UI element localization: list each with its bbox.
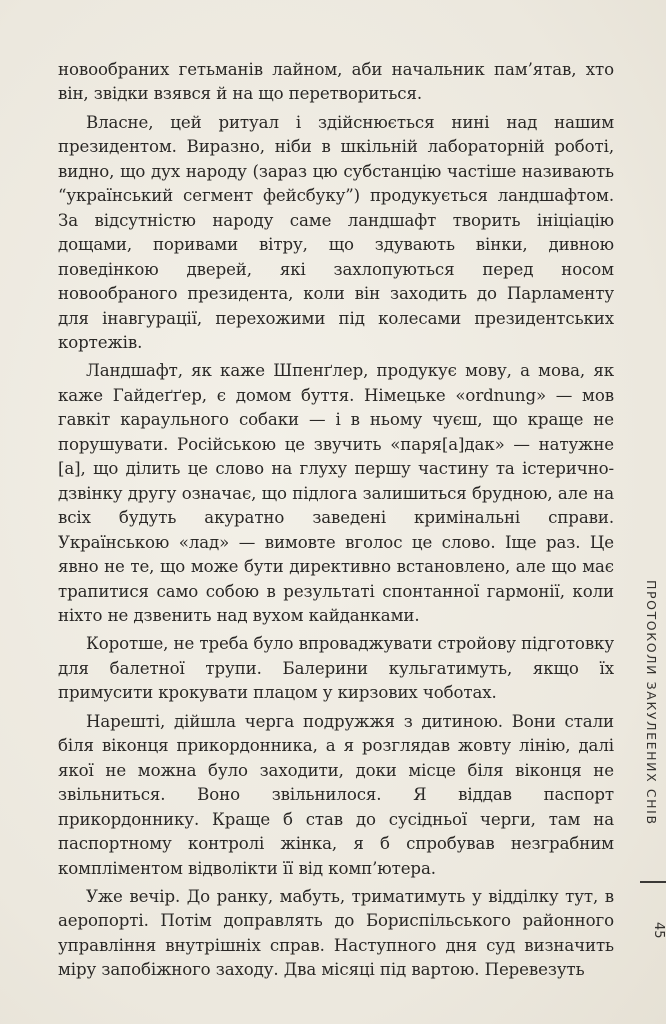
running-head: ПРОТОКОЛИ ЗАКУЛЕЕНИХ СНІВ (644, 580, 659, 826)
paragraph: Коротше, не треба було впроваджувати стройову підготовку для балетної трупи. Балерини кульгатимуть, якщо їх примусити крокувати плацом у кирзових чоботах. (58, 634, 614, 703)
margin-rule (640, 881, 666, 883)
paragraph: Нарешті, дійшла черга подружжя з дитиною. Вони стали біля віконця прикордонника, а я розглядав жовту лінію, далі якої не можна було заходити, доки місце біля віконця не звільниться. Воно звільнилося. Я віддав паспорт прикордоннику. Краще б став до сусідньої черги, там на паспортному контролі жінка, я б спробував незграбним компліментом відволікти її від комп’ютера. (58, 711, 614, 878)
body-text (58, 58, 614, 987)
page-number: 45 (651, 922, 666, 939)
running-head-container (638, 580, 666, 940)
paragraph: Власне, цей ритуал і здійснюється нині над нашим президентом. Виразно, ніби в шкільній лабораторній роботі, видно, що дух народу (зараз цю субстанцію частіше називають “український сегмент фейсбуку”) продукується ландшафтом. За відсутністю народу саме ландшафт творить ініціацію дощами, поривами вітру, що здувають вінки, дивною поведінкою дверей, які захлопуються перед носом новообраного президента, коли він заходить до Парламенту для інавгурації, перехожими під колесами президентських кортежів. (58, 112, 614, 352)
paragraph: Уже вечір. До ранку, мабуть, триматимуть у відділку тут, в аеропорті. Потім доправлять до Бориспільського районного управління внутрішніх справ. Наступного дня суд визначить міру запобіжного заходу. Два місяці під вартою. Перевезуть (58, 886, 614, 980)
paragraph: новообраних гетьманів лайном, аби начальник пам’ятав, хто він, звідки взявся й на що перетвориться. (58, 60, 614, 104)
paragraph: Ландшафт, як каже Шпенґлер, продукує мову, а мова, як каже Гайдеґґер, є домом буття. Німецьке «ordnung» — мов гавкіт караульного собаки — і в ньому чуєш, що краще не порушувати. Російською це звучить «паря[а]дак» — натужне [а], що ділить це слово на глуху першу частину та істерично-дзвінку другу означає, що підлога залишиться брудною, але на всіх будуть акуратно заведені кримінальні справи. Українською «лад» — вимовте вголос це слово. Іще раз. Це явно не те, що може бути директивно встановлено, але що має трапитися само собою в результаті спонтанної гармонії, коли ніхто не дзвенить над вухом кайданками. (58, 361, 614, 625)
